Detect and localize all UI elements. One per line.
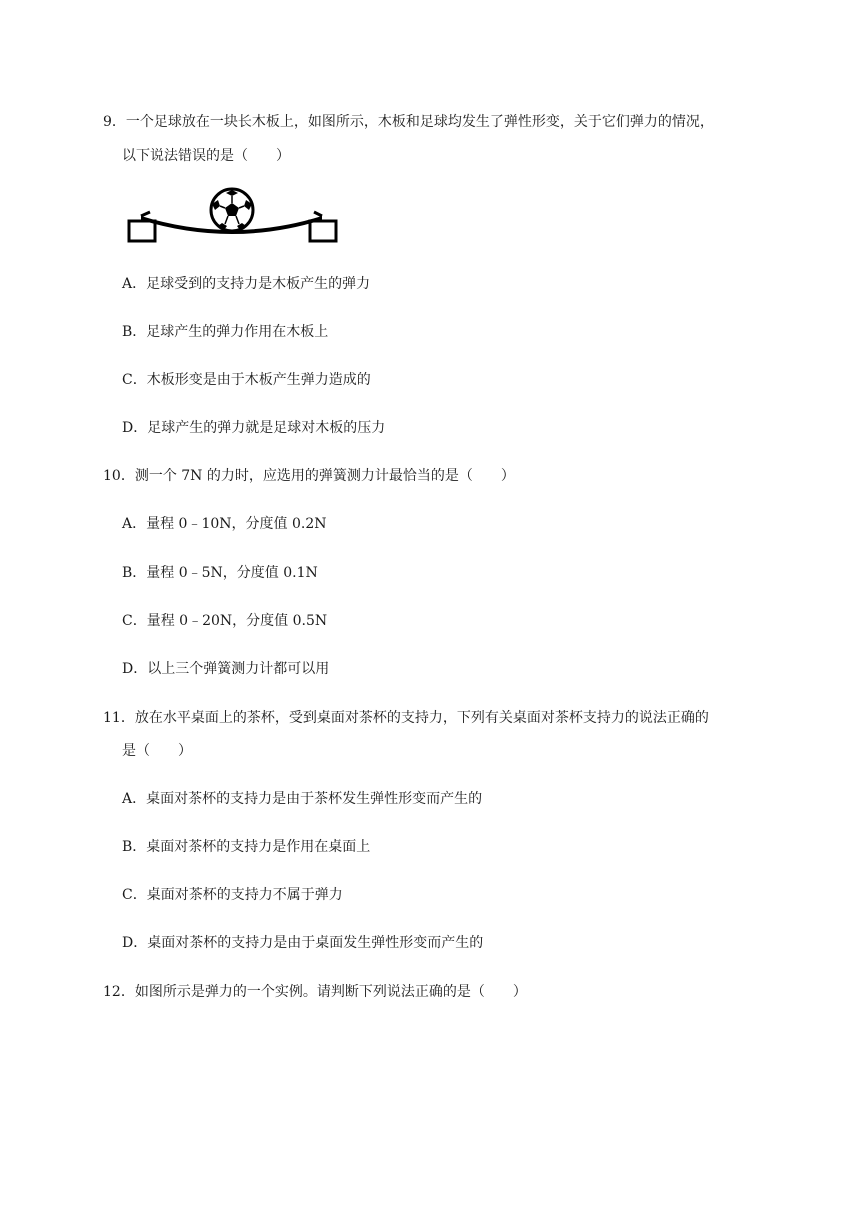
question-10-number: 10． bbox=[103, 468, 135, 484]
question-9-option-a: A．足球受到的支持力是木板产生的弹力 bbox=[122, 276, 371, 292]
question-10-option-c: C．量程 0﹣20N，分度值 0.5N bbox=[122, 613, 328, 629]
right-support-block bbox=[310, 221, 336, 241]
question-9-stem-line1 bbox=[103, 112, 714, 132]
question-11-stem-line2: 是（ ） bbox=[122, 743, 192, 759]
question-11-option-d: D．桌面对茶杯的支持力是由于桌面发生弹性形变而产生的 bbox=[122, 935, 484, 951]
soccer-ball-on-bent-board-icon bbox=[122, 186, 344, 248]
question-9-option-c: C．木板形变是由于木板产生弹力造成的 bbox=[122, 372, 371, 388]
question-12-stem-text: 如图所示是弹力的一个实例。请判断下列说法正确的是（ ） bbox=[134, 984, 527, 1000]
question-9-option-d: D．足球产生的弹力就是足球对木板的压力 bbox=[122, 420, 386, 436]
question-9-stem-line2: 以下说法错误的是（ ） bbox=[122, 148, 290, 164]
question-10-option-b: B．量程 0﹣5N，分度值 0.1N bbox=[122, 565, 318, 581]
question-11-option-c: C．桌面对茶杯的支持力不属于弹力 bbox=[122, 887, 343, 903]
left-support-block bbox=[129, 221, 155, 241]
question-11-option-b: B．桌面对茶杯的支持力是作用在桌面上 bbox=[122, 839, 371, 855]
question-9-option-b: B．足球产生的弹力作用在木板上 bbox=[122, 324, 329, 340]
question-12-stem bbox=[103, 982, 527, 1002]
question-11-stem-text: 放在水平桌面上的茶杯，受到桌面对茶杯的支持力，下列有关桌面对茶杯支持力的说法正确的 bbox=[134, 710, 709, 726]
question-11-option-a: A．桌面对茶杯的支持力是由于茶杯发生弹性形变而产生的 bbox=[122, 791, 483, 807]
question-10-option-a: A．量程 0﹣10N，分度值 0.2N bbox=[122, 516, 327, 532]
soccer-ball-icon bbox=[211, 189, 253, 231]
question-12-number: 12． bbox=[103, 984, 135, 1000]
question-9-stem-text: 一个足球放在一块长木板上，如图所示，木板和足球均发生了弹性形变，关于它们弹力的情况， bbox=[125, 114, 714, 130]
question-10-stem-text: 测一个 7N 的力时，应选用的弹簧测力计最恰当的是（ ） bbox=[134, 468, 515, 484]
question-10-stem bbox=[103, 466, 515, 486]
question-11-number: 11． bbox=[103, 710, 135, 726]
question-10-option-d: D．以上三个弹簧测力计都可以用 bbox=[122, 661, 330, 677]
question-11-stem-line1 bbox=[103, 708, 709, 728]
question-9-number: 9． bbox=[103, 114, 126, 130]
